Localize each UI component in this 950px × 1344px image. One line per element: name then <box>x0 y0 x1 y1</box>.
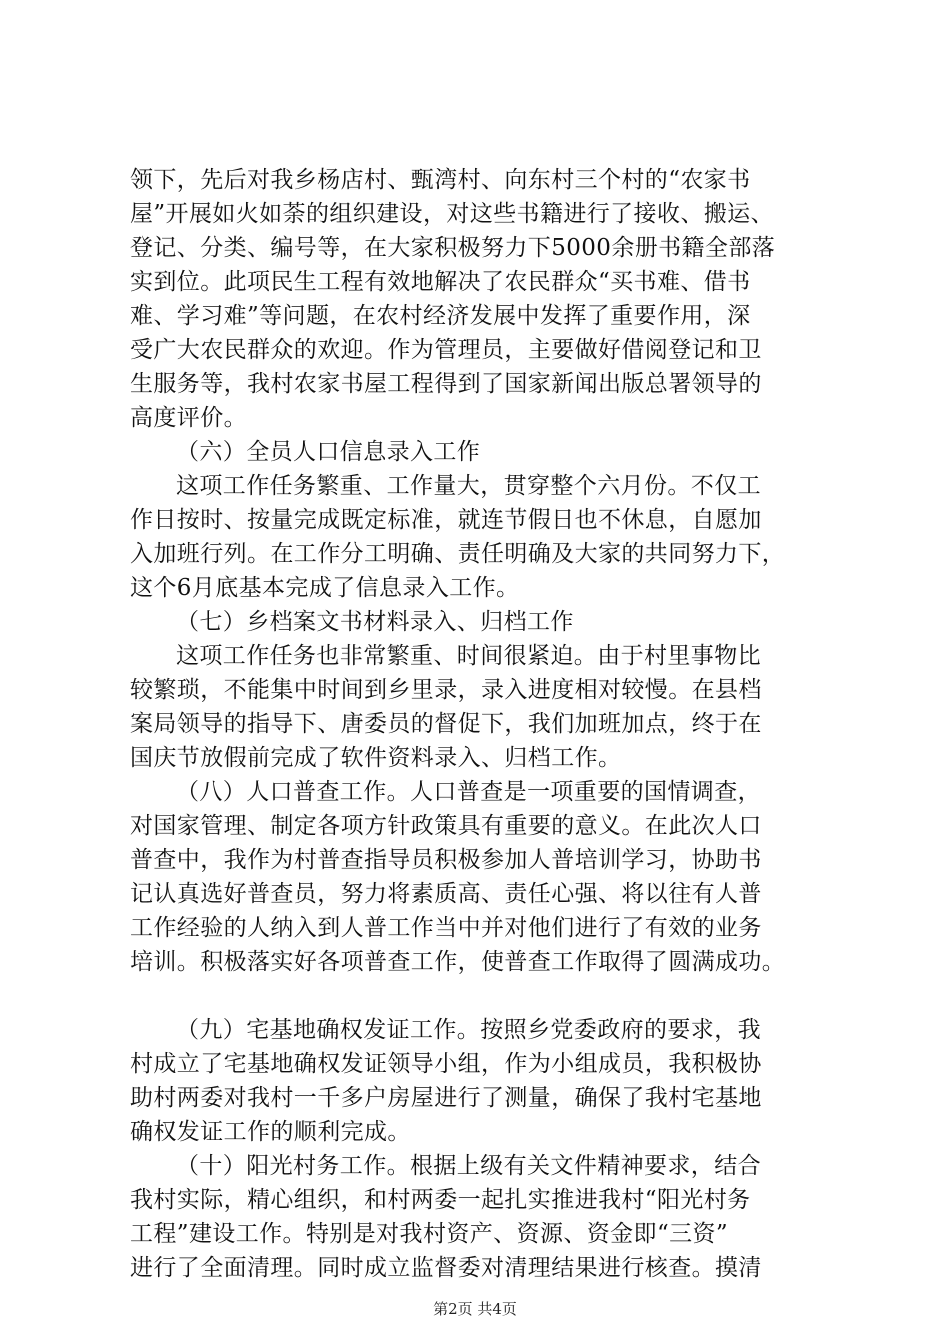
paragraph-line: 培训。积极落实好各项普查工作，使普查工作取得了圆满成功。 <box>130 949 786 975</box>
document-body <box>130 163 830 1285</box>
paragraph-line: 助村两委对我村一千多户房屋进行了测量，确保了我村宅基地 <box>130 1085 762 1111</box>
section-heading-ten: （十）阳光村务工作。根据上级有关文件精神要求，结合 <box>176 1153 761 1179</box>
paragraph-line: 记认真选好普查员，努力将素质高、责任心强、将以往有人普 <box>130 881 762 907</box>
paragraph-line: 我村实际，精心组织，和村两委一起扎实推进我村“阳光村务 <box>130 1187 751 1213</box>
paragraph-line: 这项工作任务也非常繁重、时间很紧迫。由于村里事物比 <box>176 643 761 669</box>
paragraph-line: 登记、分类、编号等，在大家积极努力下5000余册书籍全部落 <box>130 235 776 261</box>
section-heading-seven: （七）乡档案文书材料录入、归档工作 <box>176 609 574 635</box>
paragraph-line: 对国家管理、制定各项方针政策具有重要的意义。在此次人口 <box>130 813 762 839</box>
paragraph-line: 确权发证工作的顺利完成。 <box>130 1119 411 1145</box>
paragraph-line: 屋”开展如火如荼的组织建设，对这些书籍进行了接收、搬运、 <box>130 201 774 227</box>
paragraph-line: 受广大农民群众的欢迎。作为管理员，主要做好借阅登记和卫 <box>130 337 762 363</box>
paragraph-line: 普查中，我作为村普查指导员积极参加人普培训学习，协助书 <box>130 847 762 873</box>
page-footer: 第2页 共4页 <box>433 1300 517 1318</box>
paragraph-line: 工作经验的人纳入到人普工作当中并对他们进行了有效的业务 <box>130 915 762 941</box>
section-heading-six: （六）全员人口信息录入工作 <box>176 439 481 465</box>
section-heading-nine: （九）宅基地确权发证工作。按照乡党委政府的要求，我 <box>176 1017 761 1043</box>
paragraph-line: 进行了全面清理。同时成立监督委对清理结果进行核查。摸清 <box>130 1255 762 1281</box>
paragraph-line: 较繁琐，不能集中时间到乡里录，录入进度相对较慢。在县档 <box>130 677 762 703</box>
paragraph-line: 难、学习难”等问题，在农村经济发展中发挥了重要作用，深 <box>130 303 751 329</box>
paragraph-line: 这个6月底基本完成了信息录入工作。 <box>130 575 520 601</box>
paragraph-line: 作日按时、按量完成既定标准，就连节假日也不休息，自愿加 <box>130 507 762 533</box>
paragraph-line: 工程”建设工作。特别是对我村资产、资源、资金即“三资” <box>130 1221 729 1247</box>
paragraph-line: 高度评价。 <box>130 405 247 431</box>
paragraph-line: 入加班行列。在工作分工明确、责任明确及大家的共同努力下， <box>130 541 786 567</box>
paragraph-line: 生服务等，我村农家书屋工程得到了国家新闻出版总署领导的 <box>130 371 762 397</box>
paragraph-gap <box>130 979 830 1013</box>
paragraph-line: 案局领导的指导下、唐委员的督促下，我们加班加点，终于在 <box>130 711 762 737</box>
paragraph-line: 实到位。此项民生工程有效地解决了农民群众“买书难、借书 <box>130 269 751 295</box>
paragraph-line: 国庆节放假前完成了软件资料录入、归档工作。 <box>130 745 622 771</box>
section-heading-eight: （八）人口普查工作。人口普查是一项重要的国情调查， <box>176 779 761 805</box>
paragraph-line: 领下，先后对我乡杨店村、甄湾村、向东村三个村的“农家书 <box>130 167 751 193</box>
paragraph-line: 村成立了宅基地确权发证领导小组，作为小组成员，我积极协 <box>130 1051 762 1077</box>
paragraph-line: 这项工作任务繁重、工作量大，贯穿整个六月份。不仅工 <box>176 473 761 499</box>
